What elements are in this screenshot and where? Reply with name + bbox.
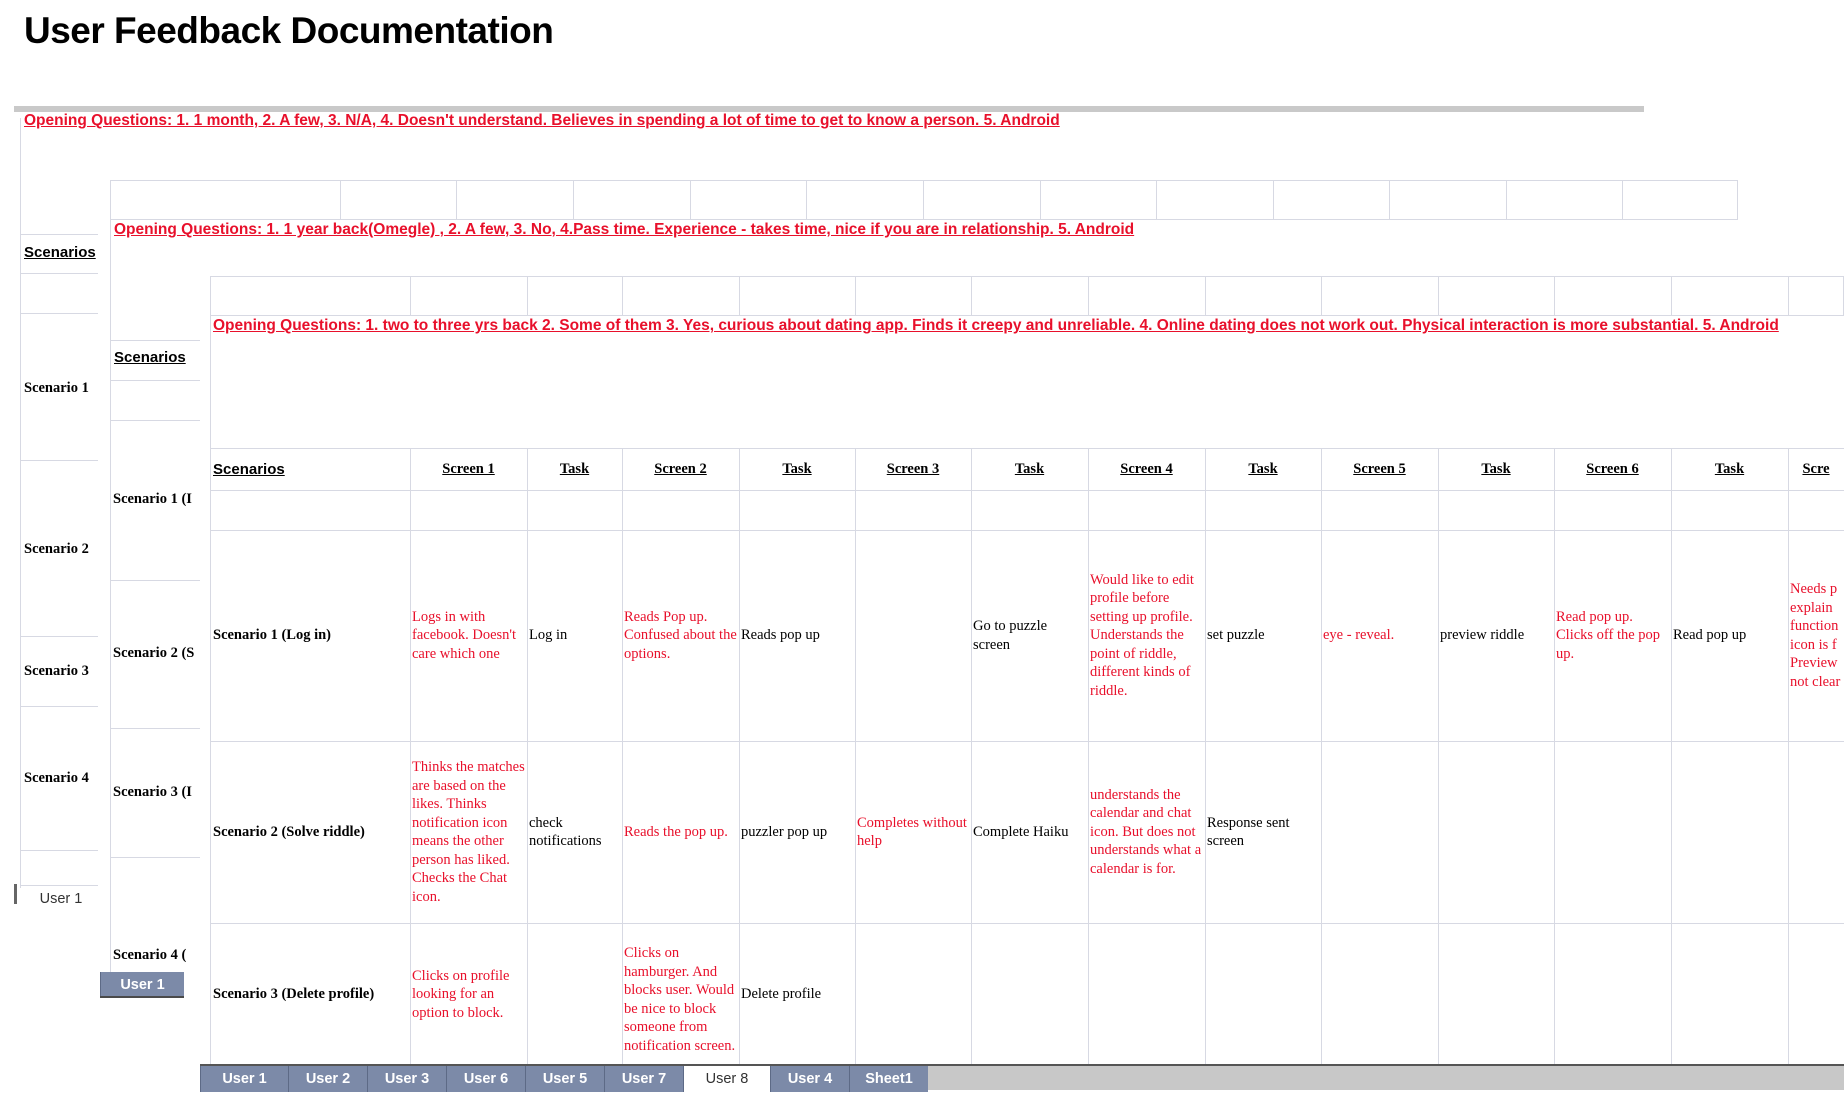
sheet2-scenario-4: Scenario 4 ( [113,947,187,963]
sheet3-cell[interactable] [1788,923,1844,1066]
sheet3-header-10[interactable]: Task [1481,460,1511,477]
sheet3-header-0[interactable]: Scenarios [213,460,285,478]
sheet2-scenario-2: Scenario 2 (S [113,645,195,661]
sheet3-top-row-divider [1671,276,1672,316]
sheet3-cell[interactable] [1788,741,1844,923]
sheet2-scenario-3: Scenario 3 (I [113,784,192,800]
sheet2-opening-questions: Opening Questions: 1. 1 year back(Omegle) , 2. A few, 3. No, 4.Pass time. Experience - takes time, nice if you are in relationship. 5. Android [114,221,1135,238]
sheet3-cell[interactable]: Logs in with facebook. Doesn't care which one [412,608,517,662]
sheet3-cell[interactable]: Needs p explain function icon is f Preview not clear [1790,581,1841,690]
sheet3-cell[interactable] [527,923,622,1066]
sheet3-cell[interactable]: puzzler pop up [741,823,828,840]
sheet-tab-user-5[interactable]: User 5 [525,1066,604,1092]
sheet3-cell[interactable]: Reads pop up [741,627,820,644]
sheet3-cell[interactable] [1321,741,1438,923]
sheet3-top-row-divider [1438,276,1439,316]
sheet3-cell[interactable]: preview riddle [1440,627,1525,644]
sheet3-cell[interactable] [1671,741,1788,923]
sheet3-cell[interactable] [1088,923,1205,1066]
sheet3-cell[interactable] [971,923,1088,1066]
sheet-tab-user-1[interactable]: User 1 [200,1066,288,1092]
sheet3-header-6[interactable]: Task [1014,460,1045,477]
sheet3-cell[interactable]: Would like to edit profile before setting up profile. Understands the point of riddle, different kinds of riddle. [1090,571,1194,699]
sheet3-cell[interactable]: Clicks on hamburger. And blocks user. Would be nice to block someone from notification screen. [624,945,736,1054]
sheet3-cell[interactable] [1321,923,1438,1066]
sheet3-top-row-divider [1321,276,1322,316]
sheet3-cell[interactable] [1438,741,1554,923]
sheet1-scenario-3: Scenario 3 [24,663,89,679]
sheet1-scenario-4: Scenario 4 [24,770,89,786]
sheet3-cell[interactable] [855,530,971,741]
sheet3-top-row-divider [855,276,856,316]
sheet3-header-9[interactable]: Screen 5 [1353,460,1406,477]
sheet3-header-2[interactable]: Task [559,460,590,477]
sheet3-header-3[interactable]: Screen 2 [654,460,707,477]
sheet3-top-row-divider [622,276,623,316]
sheet3-top-row-divider [739,276,740,316]
sheet-tab-user-4[interactable]: User 4 [770,1066,849,1092]
sheet3-top-row-divider [1205,276,1206,316]
sheet3-cell[interactable]: set puzzle [1207,627,1265,644]
sheet3-cell[interactable]: Reads the pop up. [624,823,728,840]
sheet2-tab-user1[interactable]: User 1 [100,972,184,998]
sheet3-cell[interactable]: Reads Pop up. Confused about the options. [624,608,737,662]
sheet3-row-label[interactable]: Scenario 3 (Delete profile) [213,986,375,1003]
sheet3-cell[interactable]: Delete profile [741,986,822,1003]
sheet3-top-row-divider [1788,276,1789,316]
sheet3-header-8[interactable]: Task [1248,460,1278,477]
sheet3-top-row-divider [527,276,528,316]
sheet3-cell[interactable]: Complete Haiku [973,823,1069,840]
sheet-tab-user-8[interactable]: User 8 [683,1066,770,1092]
sheet3-header-5[interactable]: Screen 3 [886,460,940,477]
sheet3-cell[interactable]: Clicks on profile looking for an option to block. [412,967,510,1021]
sheet3-cell[interactable]: Thinks the matches are based on the likes. Thinks notification icon means the other person has liked. Checks the Chat icon. [412,759,525,905]
sheet3-cell[interactable] [1205,923,1321,1066]
sheet3-cell[interactable]: Go to puzzle screen [973,618,1048,653]
sheet3-opening-questions: Opening Questions: 1. two to three yrs back 2. Some of them 3. Yes, curious about dating app. Finds it creepy and unreliable. 4. Online dating does not work out. Physical interaction is more substantial. 5. Android [213,317,1779,334]
sheet3-cell[interactable] [1554,923,1671,1066]
sheet3-header-13[interactable]: Scre [1802,460,1830,477]
sheet1-tab-scroll-marker [14,884,17,904]
sheet-tab-user-3[interactable]: User 3 [367,1066,446,1092]
sheet3-row-label[interactable]: Scenario 2 (Solve riddle) [213,823,365,840]
sheet3-cell[interactable] [855,923,971,1066]
sheet3-header-11[interactable]: Screen 6 [1586,460,1639,477]
sheet1-tab-user1[interactable]: User 1 [22,886,100,912]
sheet-tab-user-2[interactable]: User 2 [288,1066,367,1092]
sheet3-cell[interactable]: Log in [529,627,568,644]
sheet3-top-row-divider [1554,276,1555,316]
sheet2-scenario-1: Scenario 1 (I [113,491,192,507]
sheet-tab-user-6[interactable]: User 6 [446,1066,525,1092]
sheet3-cell[interactable]: Read pop up. Clicks off the pop up. [1556,608,1661,662]
sheet3-cell[interactable] [1438,923,1554,1066]
sheet3-cell[interactable] [1554,741,1671,923]
sheet3-top-row-divider [410,276,411,316]
sheet3-header-4[interactable]: Task [782,460,812,477]
sheet-tab-sheet1[interactable]: Sheet1 [849,1066,928,1092]
sheet3-row-label[interactable]: Scenario 1 (Log in) [213,627,332,644]
sheet1-scenarios-header: Scenarios [24,244,96,261]
sheet3-cell[interactable]: eye - reveal. [1323,627,1395,644]
sheet-tab-user-7[interactable]: User 7 [604,1066,683,1092]
sheet2-scenarios-header: Scenarios [114,349,186,366]
sheet3-header-7[interactable]: Screen 4 [1120,460,1173,477]
sheet3-cell[interactable]: understands the calendar and chat icon. But does not understands what a calendar is for. [1090,786,1202,877]
page-title: User Feedback Documentation [24,10,554,51]
sheet3-cell[interactable]: check notifications [529,814,602,849]
sheet3-top-row-divider [1088,276,1089,316]
sheet3-top-row-divider [971,276,972,316]
sheet3-row-divider [210,490,1844,491]
sheet3-empty-header-row [210,276,1844,316]
sheet3-cell[interactable] [1671,923,1788,1066]
sheet3-cell[interactable]: Completes without help [857,814,967,849]
sheet3-header-1[interactable]: Screen 1 [442,460,495,477]
sheet3-header-12[interactable]: Task [1714,460,1745,477]
sheet1-scenario-1: Scenario 1 [24,380,89,396]
sheet3-cell[interactable]: Response sent screen [1207,814,1290,849]
sheet1-opening-questions: Opening Questions: 1. 1 month, 2. A few, 3. N/A, 4. Doesn't understand. Believes in spending a lot of time to get to know a person. 5. Android [24,112,1060,129]
sheet3-cell[interactable]: Read pop up [1673,627,1747,644]
sheet2-empty-header-row [110,180,1738,220]
sheet1-scenario-2: Scenario 2 [24,541,89,557]
